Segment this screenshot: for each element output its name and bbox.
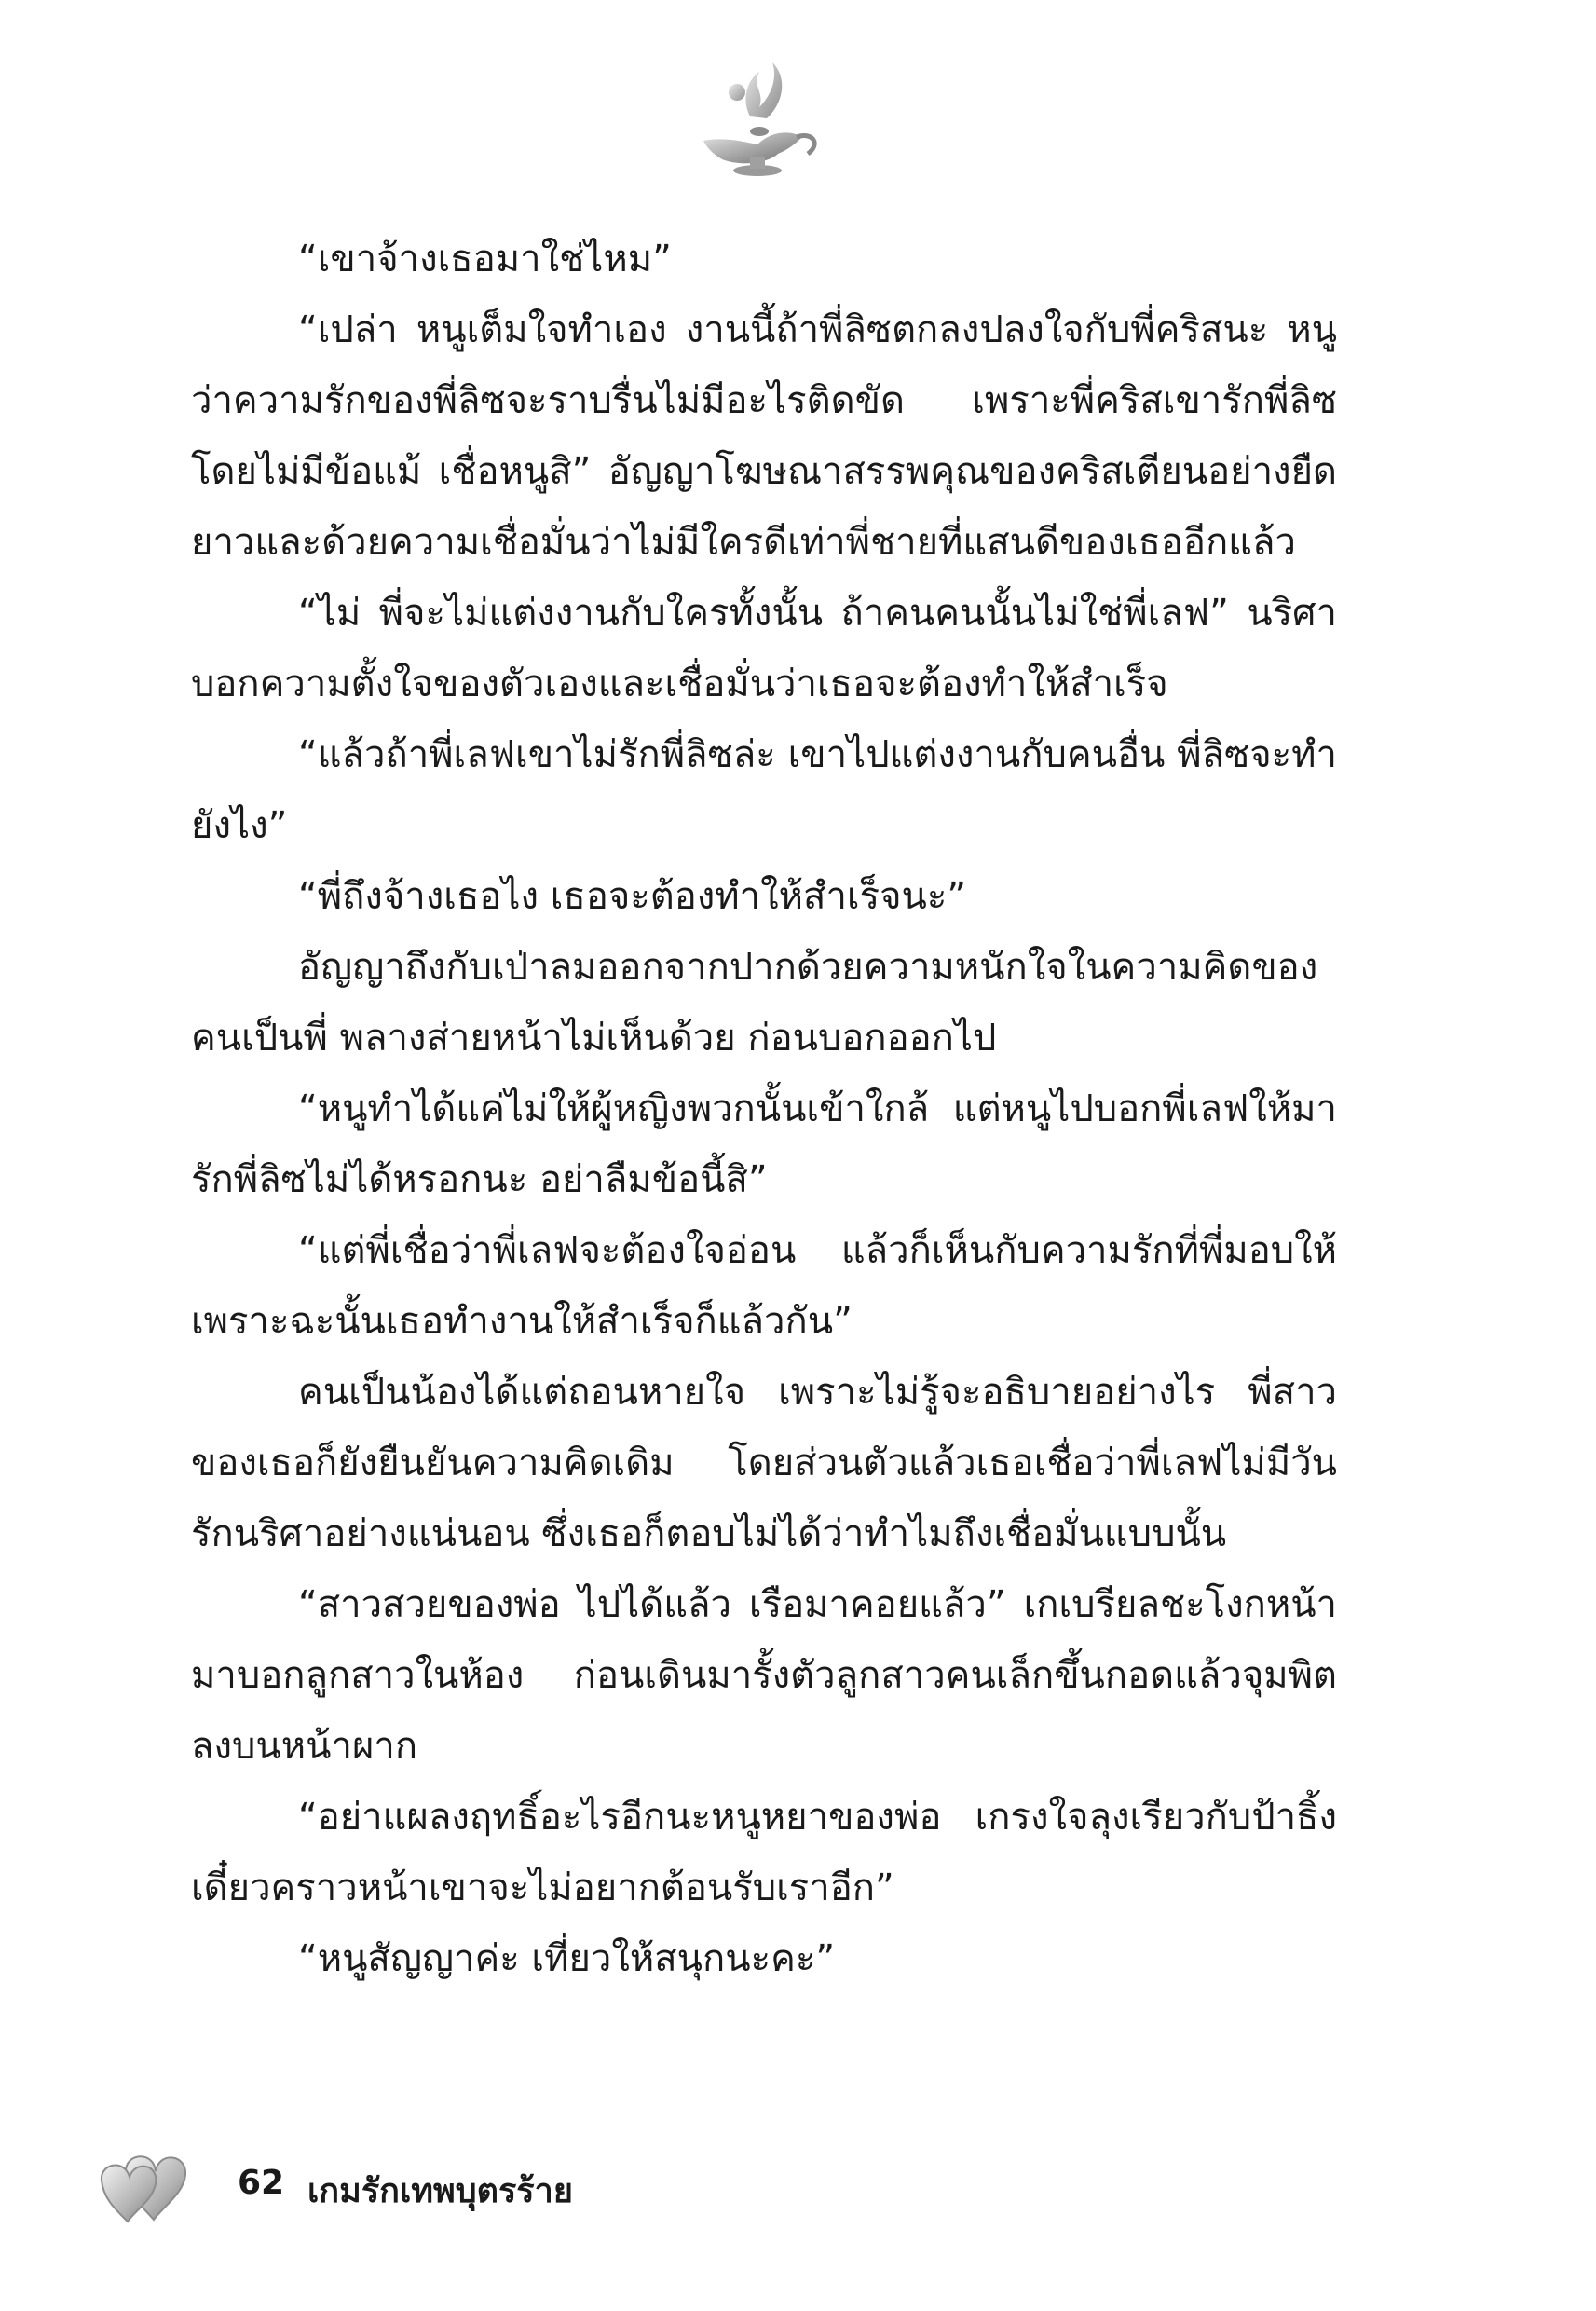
paragraph: “เปล่า หนูเต็มใจทำเอง งานนี้ถ้าพี่ลิซตกลงปลงใจกับพี่คริสนะ หนูว่าความรักของพี่ลิซจะราบรื่นไม่มีอะไรติดขัด เพราะพี่คริสเขารักพี่ลิซโดยไม่มีข้อแม้ เชื่อหนูสิ” อัญญาโฆษณาสรรพคุณของคริสเตียนอย่างยืดยาวและด้วยความเชื่อมั่นว่าไม่มีใครดีเท่าพี่ชายที่แสนดีของเธออีกแล้ว	[191, 308, 1337, 564]
magic-lamp-icon	[685, 51, 825, 182]
body-text	[191, 224, 1337, 1994]
paragraph: “สาวสวยของพ่อ ไปได้แล้ว เรือมาคอยแล้ว” เกเบรียลชะโงกหน้ามาบอกลูกสาวในห้อง ก่อนเดินมารั้งตัวลูกสาวคนเล็กขึ้นกอดแล้วจุมพิตลงบนหน้าผาก	[191, 1583, 1337, 1768]
paragraph: “แล้วถ้าพี่เลฟเขาไม่รักพี่ลิซล่ะ เขาไปแต่งงานกับคนอื่น พี่ลิซจะทำยังไง”	[191, 733, 1337, 847]
page-footer	[89, 2134, 741, 2236]
paragraph: “แต่พี่เชื่อว่าพี่เลฟจะต้องใจอ่อน แล้วก็เห็นกับความรักที่พี่มอบให้ เพราะฉะนั้นเธอทำงานให้สำเร็จก็แล้วกัน”	[191, 1229, 1337, 1343]
paragraph: “พี่ถึงจ้างเธอไง เธอจะต้องทำให้สำเร็จนะ”	[298, 875, 967, 918]
book-title: เกมรักเทพบุตรร้าย	[307, 2172, 573, 2210]
paragraph: “หนูสัญญาค่ะ เที่ยวให้สนุกนะคะ”	[298, 1937, 836, 1980]
hearts-icon	[89, 2134, 228, 2236]
paragraph: “เขาจ้างเธอมาใช่ไหม”	[298, 238, 672, 280]
page-number: 62	[238, 2164, 285, 2202]
paragraph: “ไม่ พี่จะไม่แต่งงานกับใครทั้งนั้น ถ้าคนคนนั้นไม่ใช่พี่เลฟ” นริศาบอกความตั้งใจของตัวเองและเชื่อมั่นว่าเธอจะต้องทำให้สำเร็จ	[191, 592, 1337, 705]
paragraph: “หนูทำได้แค่ไม่ให้ผู้หญิงพวกนั้นเข้าใกล้ แต่หนูไปบอกพี่เลฟให้มารักพี่ลิซไม่ได้หรอกนะ อย่าลืมข้อนี้สิ”	[191, 1087, 1337, 1201]
paragraph: คนเป็นน้องได้แต่ถอนหายใจ เพราะไม่รู้จะอธิบายอย่างไร พี่สาวของเธอก็ยังยืนยันความคิดเดิม โดยส่วนตัวแล้วเธอเชื่อว่าพี่เลฟไม่มีวันรักนริศาอย่างแน่นอน ซึ่งเธอก็ตอบไม่ได้ว่าทำไมถึงเชื่อมั่นแบบนั้น	[191, 1371, 1337, 1555]
paragraph: อัญญาถึงกับเป่าลมออกจากปากด้วยความหนักใจในความคิดของคนเป็นพี่ พลางส่ายหน้าไม่เห็นด้วย ก่อนบอกออกไป	[191, 946, 1318, 1060]
paragraph: “อย่าแผลงฤทธิ์อะไรอีกนะหนูหยาของพ่อ เกรงใจลุงเรียวกับป้าธิ้ง เดี๋ยวคราวหน้าเขาจะไม่อยากต้อนรับเราอีก”	[191, 1796, 1337, 1909]
